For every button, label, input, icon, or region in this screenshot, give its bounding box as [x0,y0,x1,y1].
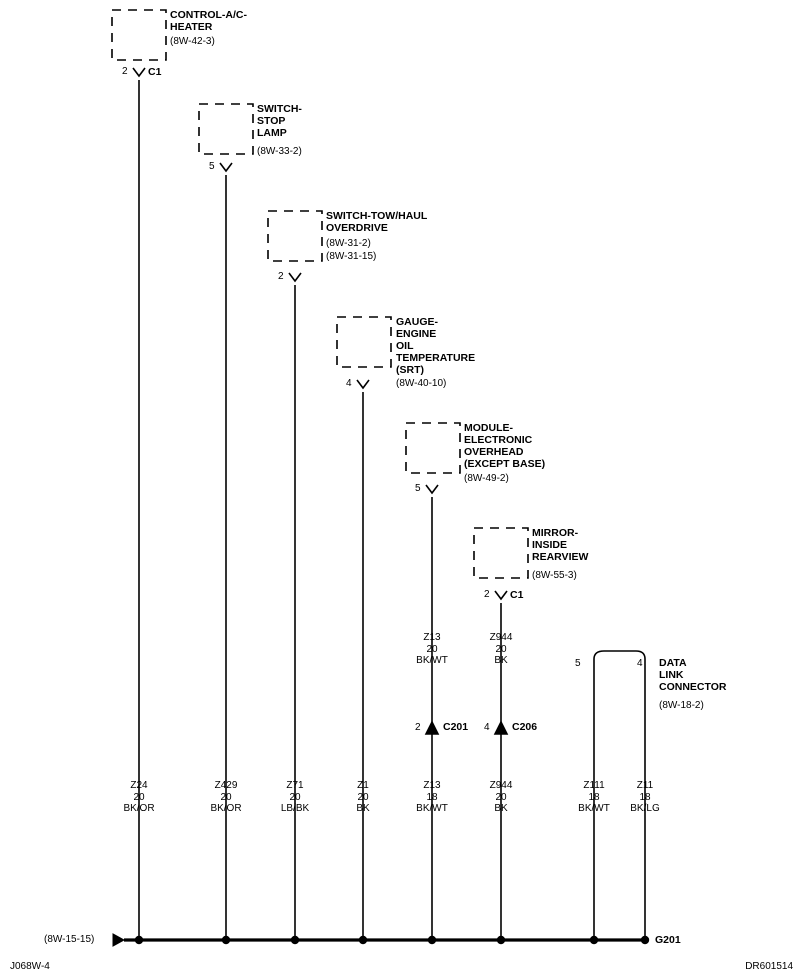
wire-label-z944: Z944 20 BK [489,780,513,814]
component-ref-switch-tow-haul-overdrive-2: (8W-31-15) [326,251,377,262]
terminal-mirror-inside-rearview [495,591,507,599]
pin-switch-tow-haul-overdrive: 2 [278,271,284,282]
ground-bus [113,934,649,946]
wire-label-z111: Z111 18 BK/WT [578,780,610,814]
pin-switch-stop-lamp: 5 [209,161,215,172]
page-code-right: DR601514 [745,961,793,972]
component-ref-control-ac-heater: (8W-42-3) [170,36,215,47]
component-name-control-ac-heater: CONTROL-A/C- HEATER [170,9,247,33]
splice-label-c201: C201 [443,721,469,733]
pin-data-link-right: 4 [637,658,643,669]
terminal-module-electronic-overhead [426,485,438,493]
ground-node-label: G201 [655,934,681,946]
wire-label-z13: Z13 18 BK/WT [416,780,448,814]
box-switch-stop-lamp [199,104,253,154]
pin-gauge-engine-oil-temperature: 4 [346,378,352,389]
component-ref-gauge-engine-oil-temperature: (8W-40-10) [396,378,447,389]
wire-label-z429: Z429 20 BK/OR [210,780,242,814]
component-ref-switch-stop-lamp: (8W-33-2) [257,146,302,157]
splice-pin-c201: 2 [415,722,421,733]
terminal-gauge-engine-oil-temperature [357,380,369,388]
wire-label-z24: Z24 20 BK/OR [123,780,155,814]
component-ref-data-link-connector: (8W-18-2) [659,700,704,711]
pin-mirror-inside-rearview: 2 [484,589,490,600]
component-name-mirror-inside-rearview: MIRROR- INSIDE REARVIEW [532,527,589,563]
pin-data-link-left: 5 [575,658,581,669]
component-name-switch-stop-lamp: SWITCH- STOP LAMP [257,103,302,139]
box-switch-tow-haul-overdrive [268,211,322,261]
component-ref-switch-tow-haul-overdrive-1: (8W-31-2) [326,238,371,249]
component-name-switch-tow-haul-overdrive: SWITCH-TOW/HAUL OVERDRIVE [326,210,428,234]
component-ref-mirror-inside-rearview: (8W-55-3) [532,570,577,581]
splice-pin-c206: 4 [484,722,490,733]
component-name-gauge-engine-oil-temperature: GAUGE- ENGINE OIL TEMPERATURE (SRT) [396,316,476,376]
terminal-switch-tow-haul-overdrive [289,273,301,281]
splice-c201-arrow [426,722,438,734]
splice-label-c206: C206 [512,721,538,733]
ground-ref-label: (8W-15-15) [44,934,95,945]
component-ref-module-electronic-overhead: (8W-49-2) [464,473,509,484]
component-name-data-link-connector: DATA LINK CONNECTOR [659,657,727,693]
wire-label-z71: Z71 20 LB/BK [280,780,310,814]
box-module-electronic-overhead [406,423,460,473]
component-name-module-electronic-overhead: MODULE- ELECTRONIC OVERHEAD (EXCEPT BASE) [464,422,546,470]
pin-module-electronic-overhead: 5 [415,483,421,494]
pin-control-ac-heater: 2 [122,66,128,77]
wire-label-z944-upper: Z944 20 BK [489,632,513,666]
page-code-left: J068W-4 [10,961,50,972]
splice-c206-arrow [495,722,507,734]
box-mirror-inside-rearview [474,528,528,578]
connector-control-ac-heater: C1 [148,66,162,78]
box-gauge-engine-oil-temperature [337,317,391,367]
connector-mirror-inside-rearview: C1 [510,589,524,601]
terminal-control-ac-heater [133,68,145,76]
wire-label-z13-upper: Z13 20 BK/WT [416,632,448,666]
terminal-switch-stop-lamp [220,163,232,171]
wire-label-z1: Z1 20 BK [356,780,370,814]
wire-label-z11: Z11 18 BK/LG [630,780,660,814]
box-control-ac-heater [112,10,166,60]
